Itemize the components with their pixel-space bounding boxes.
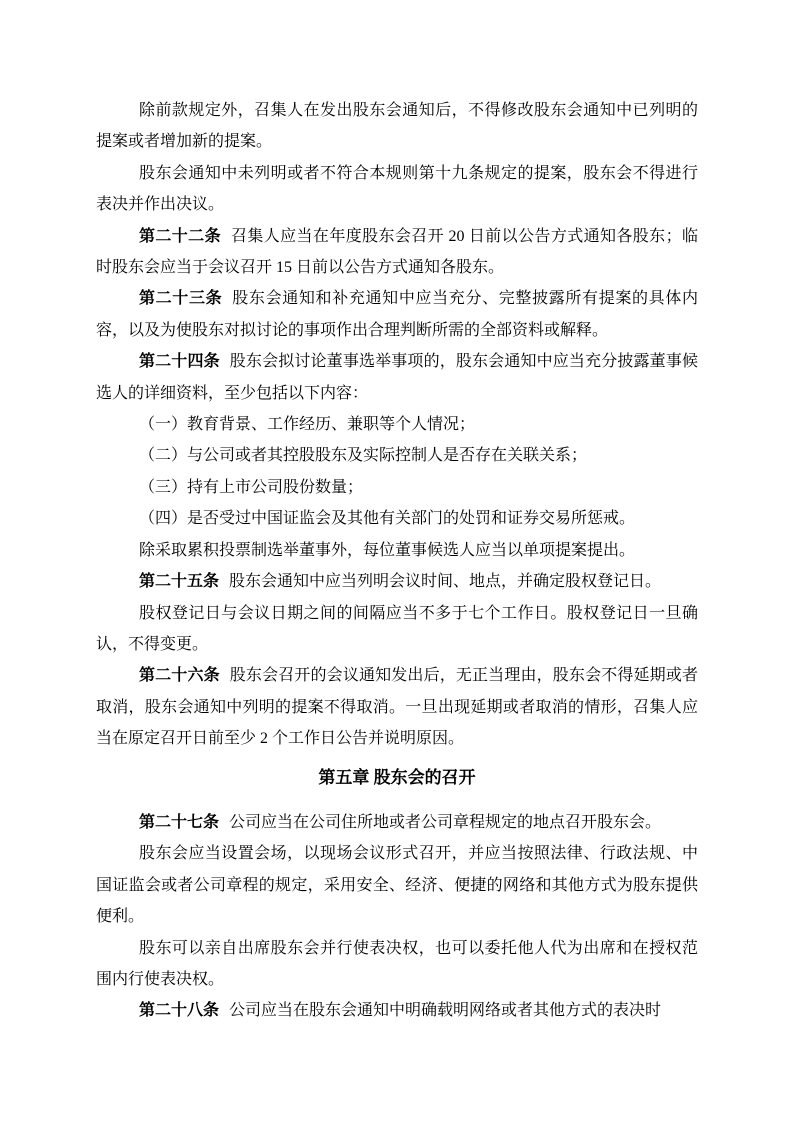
article-paragraph <box>96 660 698 754</box>
article-text: 股东会通知中应当列明会议时间、地点，并确定股权登记日。 <box>229 573 662 591</box>
list-item-paragraph: （四）是否受过中国证监会及其他有关部门的处罚和证券交易所惩戒。 <box>139 510 636 528</box>
page-content <box>96 95 698 1027</box>
article-text: 股东会通知和补充通知中应当充分、完整披露所有提案的具体内容，以及为使股东对拟讨论的事项作出合理判断所需的全部资料或解释。 <box>96 290 698 339</box>
article-paragraph <box>96 283 698 346</box>
list-item-paragraph: （二）与公司或者其控股股东及实际控制人是否存在关联关系； <box>139 447 588 465</box>
article-number: 第二十二条 <box>139 227 221 245</box>
article-number: 第二十五条 <box>139 573 220 591</box>
chapter-heading: 第五章 股东会的召开 <box>318 767 476 787</box>
article-text: 股东会召开的会议通知发出后，无正当理由，股东会不得延期或者取消，股东会通知中列明的提案不得取消。一旦出现延期或者取消的情形，召集人应当在原定召开日前至少 2 个工作日公告并说明原因。 <box>96 667 698 748</box>
article-number: 第二十六条 <box>139 667 220 685</box>
article-paragraph <box>96 566 698 597</box>
paragraph: 股东会通知中未列明或者不符合本规则第十九条规定的提案，股东会不得进行表决并作出决议。 <box>96 164 698 214</box>
article-paragraph <box>96 807 698 838</box>
article-paragraph <box>96 995 698 1026</box>
list-item-paragraph: （一）教育背景、工作经历、兼职等个人情况； <box>139 416 476 434</box>
article-paragraph <box>96 221 698 284</box>
article-number: 第二十四条 <box>139 353 220 371</box>
paragraph: 除采取累积投票制选举董事外，每位董事候选人应当以单项提案提出。 <box>139 541 636 559</box>
article-number: 第二十三条 <box>139 290 223 308</box>
paragraph: 股东可以亲自出席股东会并行使表决权，也可以委托他人代为出席和在授权范围内行使表决权。 <box>96 939 698 988</box>
list-item-paragraph: （三）持有上市公司股份数量； <box>139 478 364 496</box>
article-text: 召集人应当在年度股东会召开 20 日前以公告方式通知各股东；临时股东会应当于会议召开 15 日前以公告方式通知各股东。 <box>96 227 698 277</box>
paragraph: 除前款规定外，召集人在发出股东会通知后，不得修改股东会通知中已列明的提案或者增加新的提案。 <box>96 102 698 151</box>
article-text: 公司应当在公司住所地或者公司章程规定的地点召开股东会。 <box>229 813 662 831</box>
article-number: 第二十八条 <box>139 1002 220 1020</box>
paragraph: 股权登记日与会议日期之间的间隔应当不多于七个工作日。股权登记日一旦确认，不得变更。 <box>96 604 698 653</box>
article-text: 公司应当在股东会通知中明确载明网络或者其他方式的表决时 <box>229 1002 662 1020</box>
paragraph: 股东会应当设置会场，以现场会议形式召开，并应当按照法律、行政法规、中国证监会或者公司章程的规定，采用安全、经济、便捷的网络和其他方式为股东提供便利。 <box>96 845 698 926</box>
article-text: 股东会拟讨论董事选举事项的，股东会通知中应当充分披露董事候选人的详细资料，至少包括以下内容： <box>96 353 698 402</box>
article-paragraph <box>96 346 698 409</box>
article-number: 第二十七条 <box>139 813 220 831</box>
